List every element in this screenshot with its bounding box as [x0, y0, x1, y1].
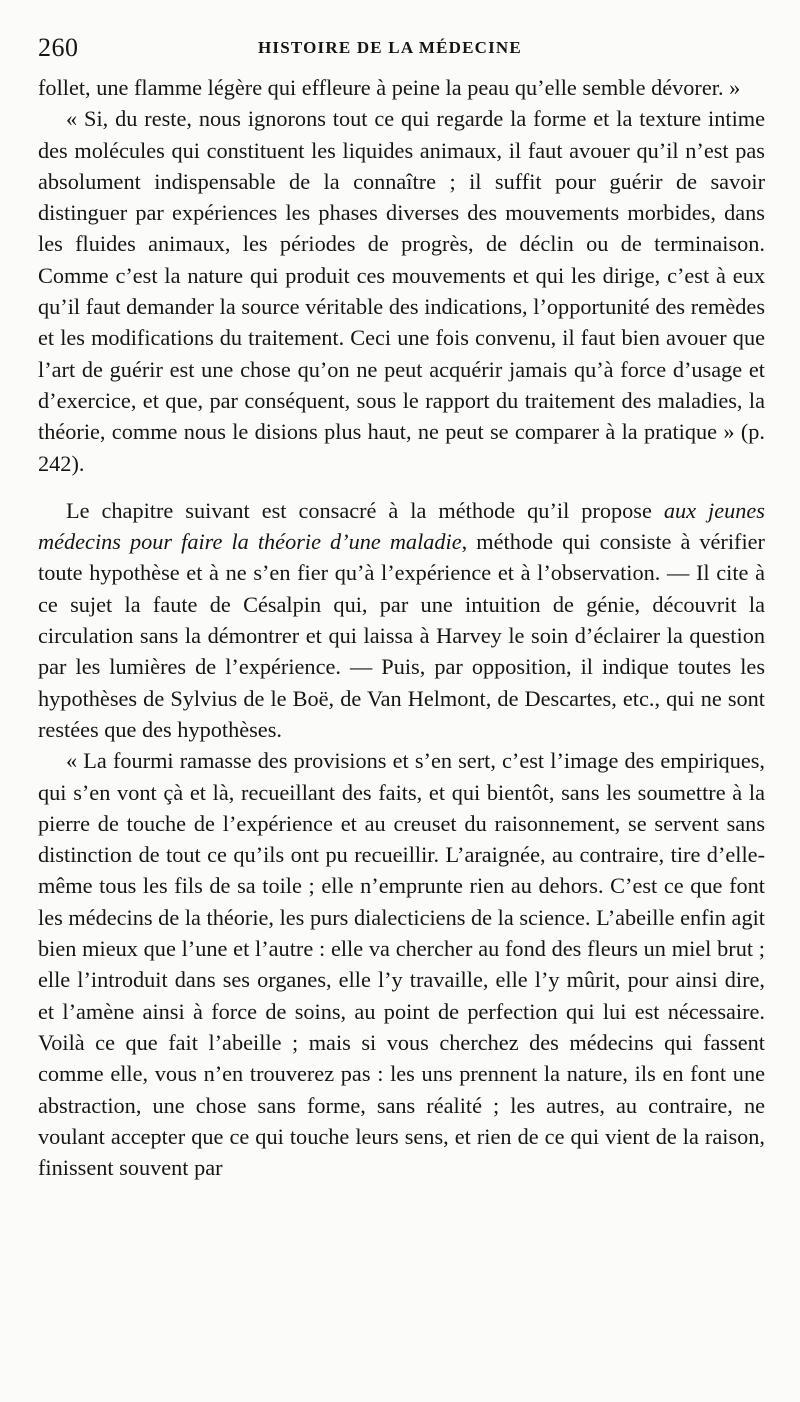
- paragraph-text-start: Le chapitre suivant est consacré à la méthode qu’il propose: [66, 497, 664, 523]
- running-title: HISTOIRE DE LA MÉDECINE: [258, 38, 522, 57]
- paragraph-quote-liquides: « Si, du reste, nous ignorons tout ce qui regarde la forme et la texture intime des molécules qui constituent les liquides animaux, il faut avouer qu’il n’est pas absolument indispensable de la connaître ; il suffit pour guérir de savoir distinguer par expériences les phases diverses des mouvements morbides, dans les fluides animaux, les périodes de progrès, de déclin ou de terminaison. Comme c’est la nature qui produit ces mouvements et qui les dirige, c’est à eux qu’il faut demander la source véritable des indications, l’opportunité des remèdes et les modifications du traitement. Ceci une fois convenu, il faut bien avouer que l’art de guérir est une chose qu’on ne peut acquérir jamais qu’à force d’usage et d’exercice, et que, par conséquent, sous le rapport du traitement des maladies, la théorie, comme nous le disions plus haut, ne peut se comparer à la pratique » (p. 242).: [38, 106, 765, 476]
- page-header: [38, 33, 768, 65]
- paragraph-chapitre-suivant: [38, 495, 765, 745]
- body-text: [38, 72, 765, 1183]
- italic-phrase: aux jeunes médecins pour faire la théorie d’une maladie: [38, 497, 765, 555]
- page-number: 260: [38, 33, 79, 62]
- paragraph-continuation: follet, une flamme légère qui effleure à peine la peau qu’elle semble dévorer. »: [38, 75, 741, 100]
- paragraph-quote-fourmi: « La fourmi ramasse des provisions et s’en sert, c’est l’image des empiriques, qui s’en vont çà et là, recueillant des faits, et qui bientôt, sans les soumettre à la pierre de touche de l’expérience et au creuset du raisonnement, se servent sans distinction de tout ce qu’ils ont pu recueillir. L’araignée, au contraire, tire d’elle-même tous les fils de sa toile ; elle n’emprunte rien au dehors. C’est ce que font les médecins de la théorie, les purs dialecticiens de la science. L’abeille enfin agit bien mieux que l’une et l’autre : elle va chercher au fond des fleurs un miel brut ; elle l’introduit dans ses organes, elle l’y travaille, elle l’y mûrit, pour ainsi dire, et l’amène ainsi à force de soins, au point de perfection qui lui est nécessaire. Voilà ce que fait l’abeille ; mais si vous cherchez des médecins qui fassent comme elle, vous n’en trouverez pas : les uns prennent la nature, ils en font une abstraction, une chose sans forme, sans réalité ; les autres, au contraire, ne voulant accepter que ce qui touche leurs sens, et rien de ce qui vient de la raison, finissent souvent par: [38, 748, 765, 1181]
- paragraph-text-end: , méthode qui consiste à vérifier toute hypothèse et à ne s’en fier qu’à l’expérience et à l’observation. — Il cite à ce sujet la faute de Césalpin qui, par une intuition de génie, découvrit la circulation sans la démontrer et qui laissa à Harvey le soin d’éclairer la question par les lumières de l’expérience. — Puis, par opposition, il indique toutes les hypothèses de Sylvius de le Boë, de Van Helmont, de Descartes, etc., qui ne sont restées que des hypothèses.: [38, 529, 765, 742]
